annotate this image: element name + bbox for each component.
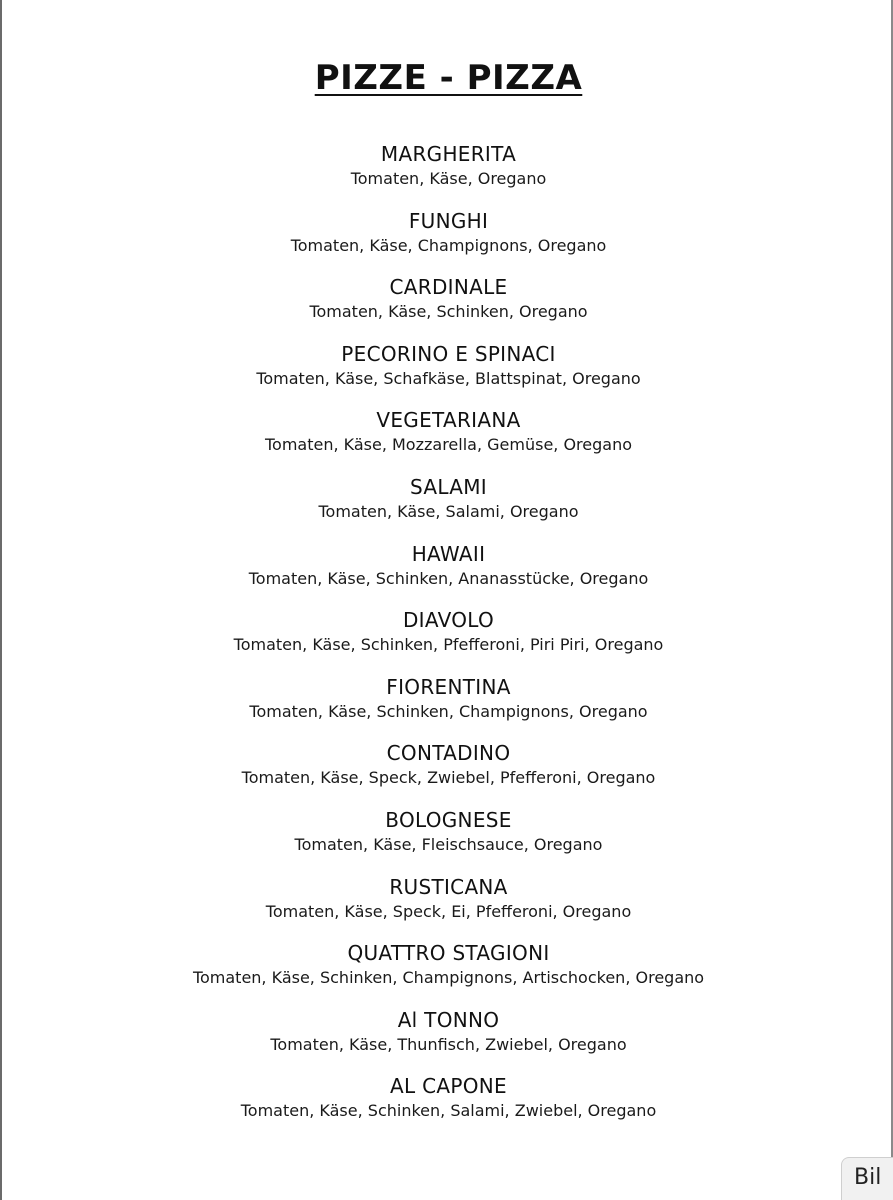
pizza-name: BOLOGNESE xyxy=(385,807,512,832)
pizza-ingredients: Tomaten, Käse, Schinken, Salami, Zwiebel, Oregano xyxy=(240,1101,657,1121)
pizza-ingredients: Tomaten, Käse, Salami, Oregano xyxy=(318,501,579,521)
pizza-ingredients: Tomaten, Käse, Schinken, Pfefferoni, Piri Piri, Oregano xyxy=(233,635,664,655)
pizza-ingredients: Tomaten, Käse, Schafkäse, Blattspinat, Oregano xyxy=(256,368,641,388)
pizza-list xyxy=(2,140,893,1139)
pizza-name: SALAMI xyxy=(410,474,487,499)
list-item xyxy=(2,673,893,740)
list-item xyxy=(2,806,893,873)
bil-button[interactable]: Bil xyxy=(841,1157,893,1200)
pizza-ingredients: Tomaten, Käse, Speck, Ei, Pfefferoni, Oregano xyxy=(265,901,632,921)
pizza-ingredients: Tomaten, Käse, Schinken, Champignons, Oregano xyxy=(249,701,648,721)
list-item xyxy=(2,739,893,806)
list-item xyxy=(2,939,893,1006)
list-item xyxy=(2,1072,893,1139)
list-item xyxy=(2,207,893,274)
pizza-name: MARGHERITA xyxy=(380,142,517,166)
list-item xyxy=(2,273,893,340)
list-item xyxy=(2,473,893,540)
page-title: PIZZE - PIZZA xyxy=(314,58,583,98)
pizza-ingredients: Tomaten, Käse, Champignons, Oregano xyxy=(290,235,607,255)
pizza-name: DIAVOLO xyxy=(402,608,495,633)
list-item xyxy=(2,873,893,940)
list-item xyxy=(2,1006,893,1073)
pizza-name: RUSTICANA xyxy=(389,874,508,899)
list-item xyxy=(2,606,893,673)
pizza-ingredients: Tomaten, Käse, Schinken, Champignons, Artischocken, Oregano xyxy=(192,968,705,988)
pizza-ingredients: Tomaten, Käse, Schinken, Ananasstücke, Oregano xyxy=(248,568,649,588)
list-item xyxy=(2,406,893,473)
pizza-name: VEGETARIANA xyxy=(376,408,521,433)
pizza-name: PECORINO E SPINACI xyxy=(341,341,556,366)
pizza-ingredients: Tomaten, Käse, Speck, Zwiebel, Pfefferoni, Oregano xyxy=(241,768,656,788)
list-item xyxy=(2,140,893,207)
pizza-ingredients: Tomaten, Käse, Thunfisch, Zwiebel, Oregano xyxy=(270,1034,627,1054)
list-item xyxy=(2,340,893,407)
pizza-ingredients: Tomaten, Käse, Oregano xyxy=(350,169,547,188)
pizza-name: CARDINALE xyxy=(389,275,508,300)
pizza-name: FIORENTINA xyxy=(386,674,511,699)
pizza-name: HAWAII xyxy=(411,541,486,566)
pizza-name: FUNGHI xyxy=(408,208,489,233)
pizza-ingredients: Tomaten, Käse, Mozzarella, Gemüse, Oregano xyxy=(264,435,633,455)
pizza-name: AL CAPONE xyxy=(390,1074,507,1099)
pizza-name: Al TONNO xyxy=(397,1007,500,1032)
pizza-name: CONTADINO xyxy=(386,741,511,766)
pizza-name: QUATTRO STAGIONI xyxy=(347,941,550,966)
list-item xyxy=(2,540,893,607)
pizza-ingredients: Tomaten, Käse, Schinken, Oregano xyxy=(309,302,588,322)
pizza-ingredients: Tomaten, Käse, Fleischsauce, Oregano xyxy=(294,834,603,854)
